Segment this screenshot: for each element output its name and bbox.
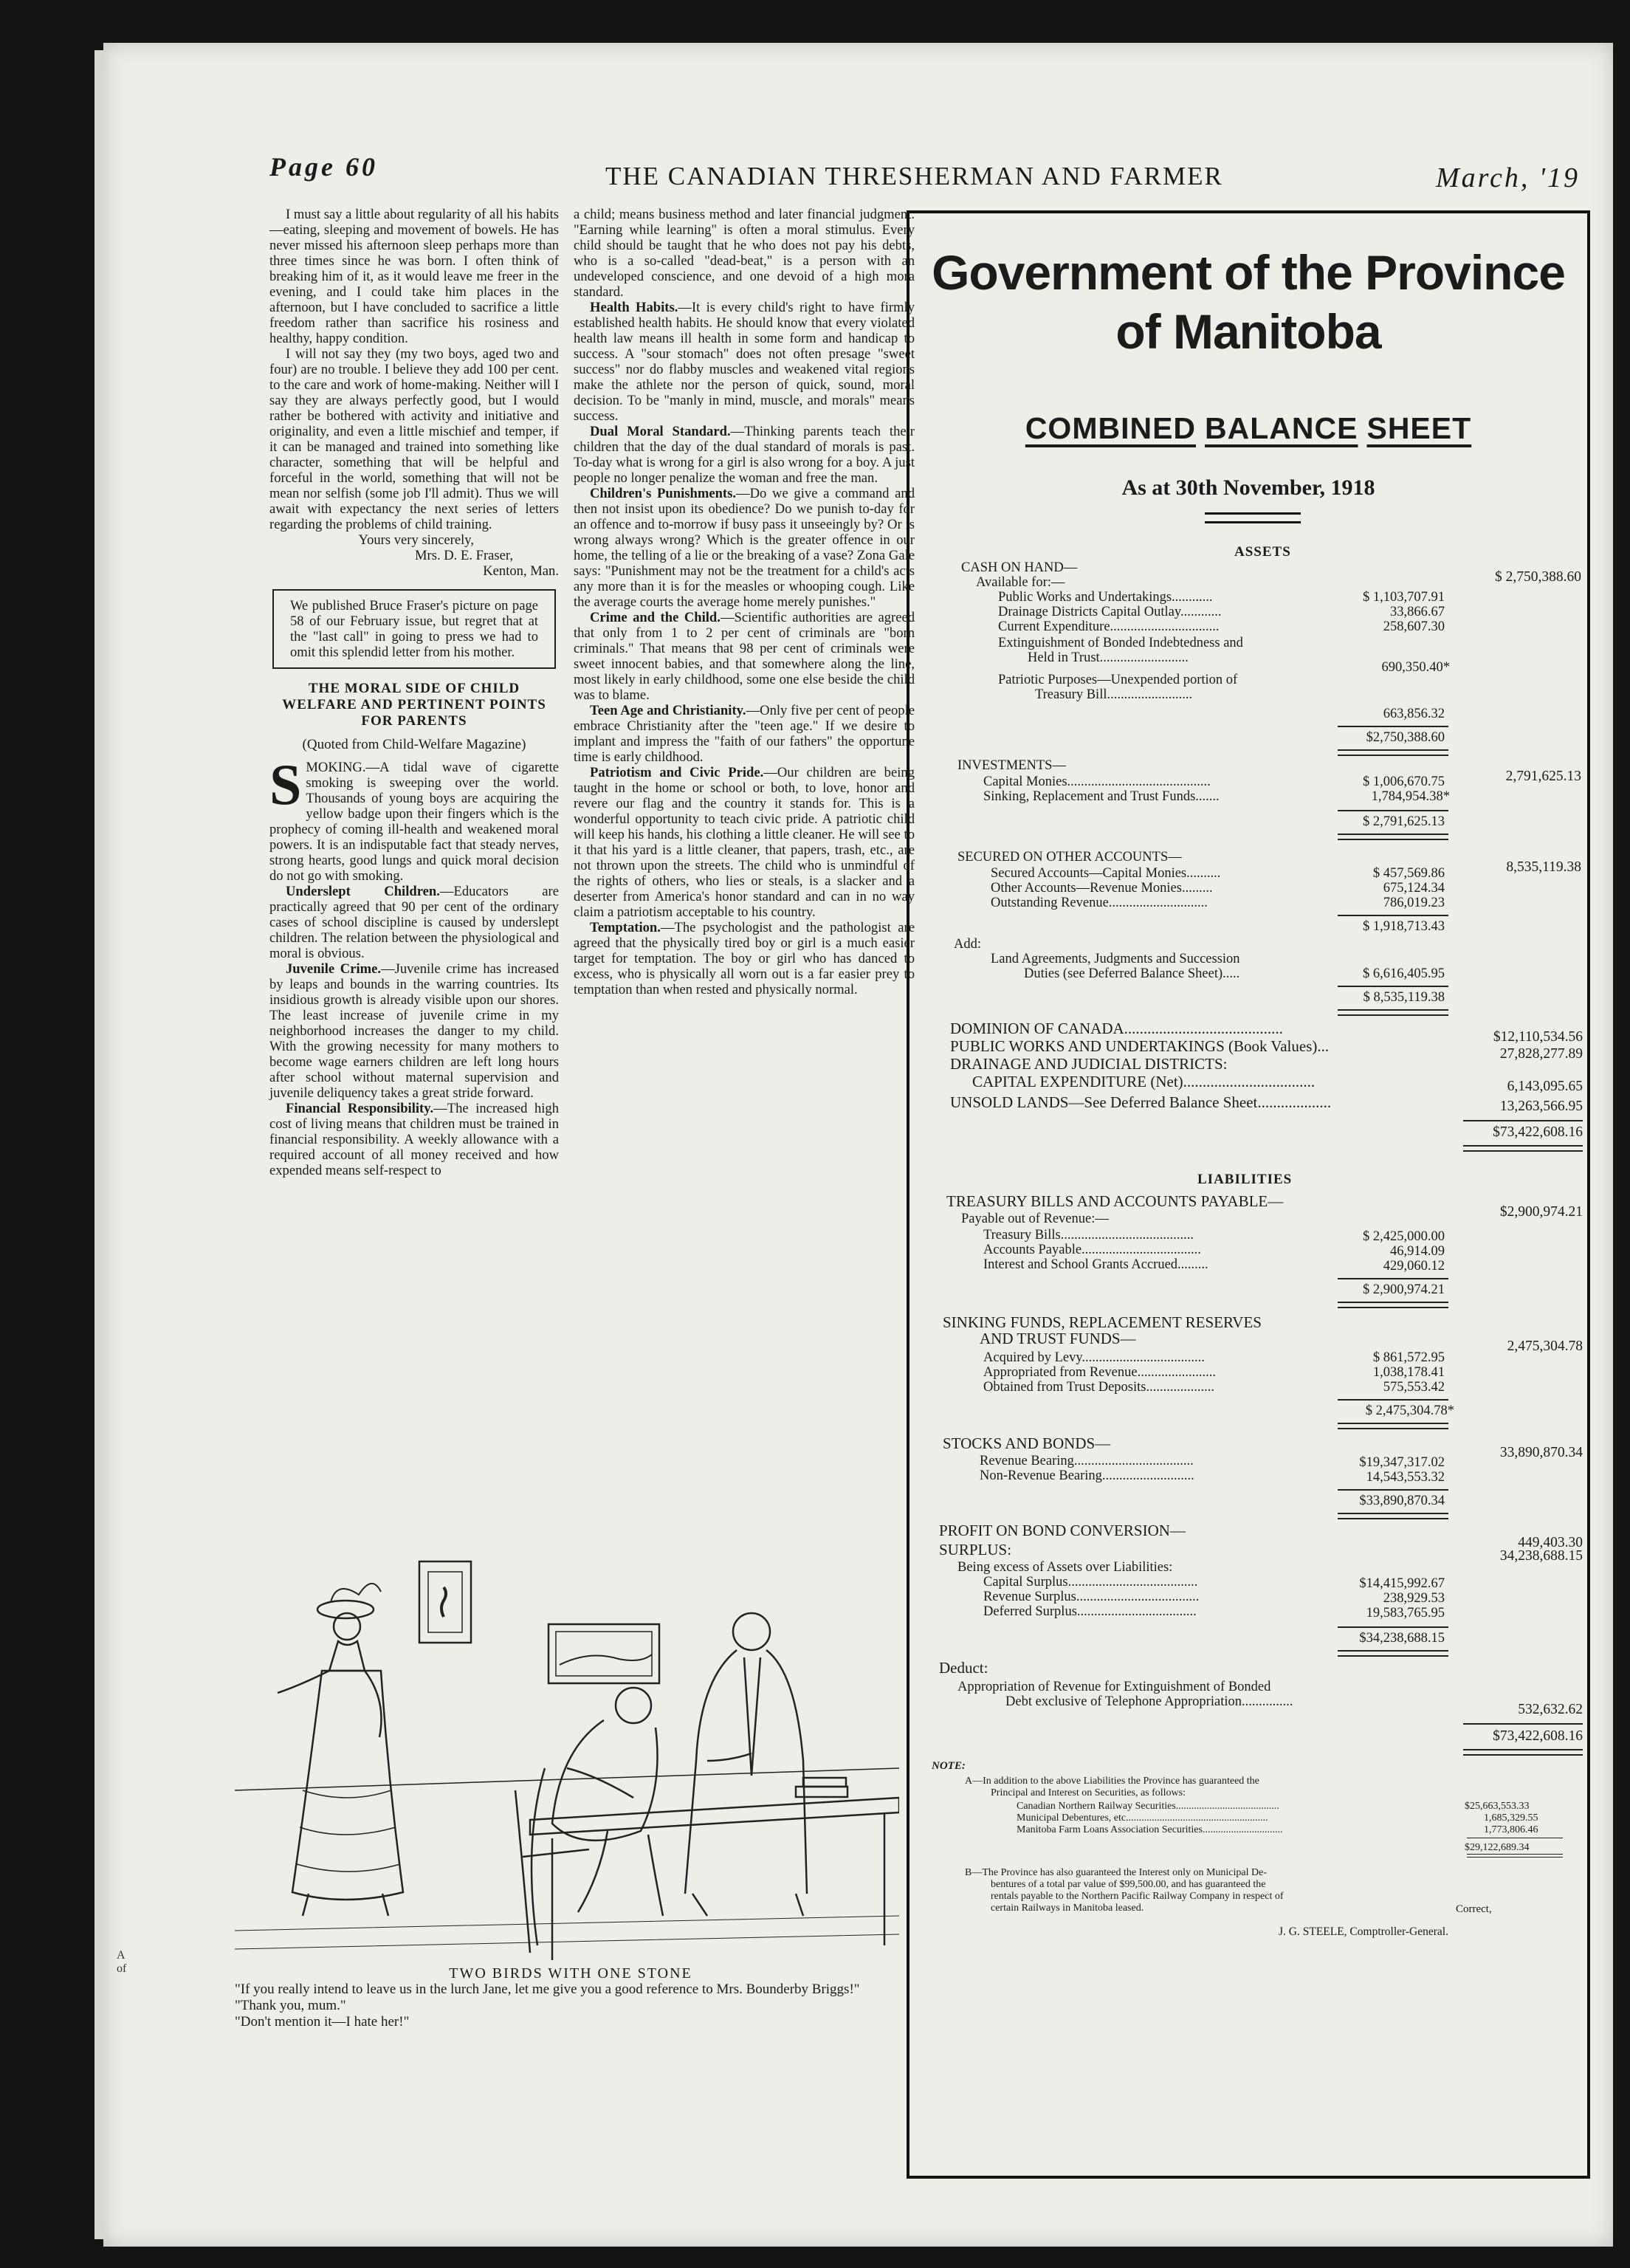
deferred-surplus-value: 19,583,765.95: [1366, 1606, 1445, 1621]
note-farm-loans: Manitoba Farm Loans Association Securities...............................: [1017, 1824, 1283, 1835]
sb-revenue: Revenue Bearing...................................: [980, 1454, 1194, 1468]
sb-non-revenue-value: 14,543,553.32: [1366, 1470, 1445, 1485]
drainage-judicial-label: DRAINAGE AND JUDICIAL DISTRICTS:: [950, 1055, 1228, 1073]
cartoon-caption: [235, 1965, 907, 2030]
letter-paragraph-2: I will not say they (my two boys, aged two and four) are no trouble. I believe they add 100 per cent. to the care and work of home-making. Neither will I say they are always perfectly good, but I would rather be bothered with activity and initiative and originality, and even a little mischief and temper, if it can be managed and trained into something like character, something that will be helpful and forceful in the world, something that will not be mean nor selfish (some job I'll admit). Thus we will await with expectancy the next series of letters regarding the problems of child training.: [269, 346, 559, 532]
assets-heading: ASSETS: [1234, 544, 1291, 560]
crime-heading: Crime and the Child.: [590, 610, 721, 625]
sf-levy: Acquired by Levy....................................: [983, 1350, 1205, 1365]
sub-word-2: BALANCE: [1205, 411, 1358, 445]
assets-total: $73,422,608.16: [1493, 1124, 1583, 1140]
cartoon-line-3: "Don't mention it—I hate her!": [235, 2014, 410, 2030]
inv-capital-value: $ 1,006,670.75: [1363, 774, 1445, 789]
investments-subtotal: $ 2,791,625.13: [1363, 814, 1445, 829]
treasury-subtotal: $ 2,900,974.21: [1363, 1282, 1445, 1297]
payable-label: Payable out of Revenue:—: [961, 1212, 1109, 1226]
add-duties: Duties (see Deferred Balance Sheet).....: [1024, 966, 1240, 981]
teen-paragraph: [574, 703, 915, 765]
sec-outstanding: Outstanding Revenue.............................: [991, 896, 1208, 910]
health-paragraph: [574, 300, 915, 424]
sec-capital-value: $ 457,569.86: [1372, 866, 1445, 881]
health-text: —It is every child's right to have firmly established health habits. He should know that every violated health law means ill health in some form and handicap to success. A "sour stomach" does not often presage "sweet success" nor do flabby muscles and weakened vital regions make the athlete nor the person of quick, sound, moral decision. To be "manly in mind, muscle, and morals" means success.: [574, 300, 915, 424]
sf-trust-value: 575,553.42: [1383, 1380, 1445, 1395]
note-b-line-1: B—The Province has also guaranteed the Interest only on Municipal De-: [965, 1867, 1267, 1878]
asset-extinguishment-value: 690,350.40*: [1381, 660, 1450, 675]
rule: [1338, 986, 1448, 987]
underslept-heading: Underslept Children.: [286, 884, 440, 899]
note-b-line-2: bentures of a total par value of $99,500.00, and has guaranteed the: [991, 1879, 1266, 1890]
sub-word-3: SHEET: [1366, 411, 1472, 445]
double-rule-7: [1338, 1423, 1448, 1429]
dominion-label: DOMINION OF CANADA.........................................: [950, 1020, 1283, 1037]
as-at-date: As at 30th November, 1918: [1121, 475, 1375, 500]
cash-label: CASH ON HAND—: [961, 560, 1078, 575]
asset-current-value: 258,607.30: [1383, 619, 1445, 634]
asset-public-works-value: $ 1,103,707.91: [1363, 590, 1445, 605]
sinking-label-1: SINKING FUNDS, REPLACEMENT RESERVES: [943, 1313, 1262, 1331]
drop-cap: S: [269, 752, 302, 817]
underslept-text: —Educators are practically agreed that 90 per cent of the ordinary cases of school discipline is caused by underslept children. The relation between the physiological and moral is obvious.: [269, 884, 559, 961]
note-cnr-value: $25,663,553.33: [1465, 1801, 1530, 1812]
note-cnr: Canadian Northern Railway Securities........................................: [1017, 1801, 1279, 1812]
double-rule-5: [1463, 1145, 1583, 1152]
capital-expenditure-label: CAPITAL EXPENDITURE (Net)..................................: [972, 1073, 1316, 1090]
article-title: THE MORAL SIDE OF CHILD WELFARE AND PERTINENT POINTS FOR PARENTS: [282, 681, 546, 729]
liabilities-total: $73,422,608.16: [1493, 1728, 1583, 1744]
appropriation-line-2: Debt exclusive of Telephone Appropriation...............: [1005, 1694, 1293, 1709]
revenue-surplus: Revenue Surplus....................................: [983, 1590, 1200, 1604]
public-works-value: 27,828,277.89: [1499, 1046, 1583, 1062]
patriotism-paragraph: [574, 765, 915, 920]
liab-interest: Interest and School Grants Accrued.........: [983, 1257, 1208, 1272]
page-header: [269, 151, 1598, 196]
stocks-bonds-label: STOCKS AND BONDS—: [943, 1434, 1111, 1452]
rule: [1463, 1120, 1583, 1121]
rule: [1338, 1399, 1448, 1401]
rule: [1338, 1489, 1448, 1491]
secured-total: 8,535,119.38: [1506, 859, 1581, 875]
profit-bond-label: PROFIT ON BOND CONVERSION—: [939, 1522, 1186, 1539]
double-rule: [1205, 512, 1301, 523]
double-rule-11: [1467, 1854, 1563, 1858]
asset-current: Current Expenditure................................: [998, 619, 1220, 634]
double-rule-2: [1338, 749, 1448, 756]
appropriation-value: 532,632.62: [1518, 1702, 1583, 1717]
sf-appropriated: Appropriated from Revenue.......................: [983, 1365, 1216, 1380]
investments-total: 2,791,625.13: [1505, 769, 1581, 784]
asset-patriotic-value: 663,856.32: [1383, 707, 1445, 721]
middle-column: [574, 207, 915, 997]
sub-word-1: COMBINED: [1025, 411, 1197, 445]
inv-sinking: Sinking, Replacement and Trust Funds.......: [983, 789, 1220, 804]
secured-total-2: $ 8,535,119.38: [1363, 990, 1445, 1005]
surplus-total: 34,238,688.15: [1499, 1548, 1583, 1564]
inv-capital: Capital Monies..........................................: [983, 774, 1211, 789]
left-column: [269, 207, 559, 1178]
sec-outstanding-value: 786,019.23: [1383, 896, 1445, 910]
juvenile-text: —Juvenile crime has increased by leaps and bounds in the warring countries. Its insidious growth is already visible upon our shores. The least increase of juvenile crime in my neighborhood increases the danger to my child. With the growing necessity for many mothers to become wage earners children are left long hours after school without maternal supervision and juvenile deliquency takes a great stride forward.: [269, 961, 559, 1101]
rule: [1338, 810, 1448, 811]
asset-treasury-bill: Treasury Bill.........................: [1035, 687, 1193, 702]
cash-subtotal: $2,750,388.60: [1366, 730, 1445, 745]
asset-extinguishment: Extinguishment of Bonded Indebtedness and: [998, 636, 1243, 650]
cartoon-line-1: "If you really intend to leave us in the lurch Jane, let me give you a good reference to Mrs. Bounderby Briggs!": [235, 1982, 860, 1997]
letter-closing: Yours very sincerely,: [358, 532, 474, 548]
dual-paragraph: [574, 424, 915, 486]
liab-treasury-bills: Treasury Bills.......................................: [983, 1228, 1194, 1243]
teen-heading: Teen Age and Christianity.: [590, 703, 746, 718]
surplus-subtotal: $34,238,688.15: [1359, 1631, 1445, 1646]
liab-treasury-bills-value: $ 2,425,000.00: [1363, 1229, 1445, 1244]
asset-held-trust: Held in Trust..........................: [1028, 650, 1189, 665]
sinking-subtotal: $ 2,475,304.78*: [1365, 1403, 1454, 1418]
title-line-1: Government of the Province: [932, 245, 1565, 300]
punishment-heading: Children's Punishments.: [590, 486, 737, 501]
capital-surplus-value: $14,415,992.67: [1359, 1576, 1445, 1591]
unsold-lands-label: UNSOLD LANDS—See Deferred Balance Sheet...................: [950, 1093, 1332, 1111]
liabilities-heading: LIABILITIES: [1197, 1172, 1293, 1187]
note-a-total: $29,122,689.34: [1465, 1842, 1530, 1853]
dominion-value: $12,110,534.56: [1493, 1029, 1583, 1045]
combined-balance-sheet-heading: [909, 411, 1587, 446]
note-a-line-2: Principal and Interest on Securities, as follows:: [991, 1787, 1186, 1798]
smoking-paragraph: [269, 752, 559, 884]
liab-accounts-payable: Accounts Payable...................................: [983, 1243, 1201, 1257]
stocks-bonds-subtotal: $33,890,870.34: [1359, 1494, 1445, 1508]
patriotism-heading: Patriotism and Civic Pride.: [590, 765, 764, 780]
juvenile-heading: Juvenile Crime.: [286, 961, 382, 977]
government-title: [909, 243, 1587, 361]
issue-date: March, '19: [1436, 162, 1581, 193]
letter-paragraph-1: I must say a little about regularity of all his habits—eating, sleeping and movement of bowels. He has never missed his afternoon sleep perhaps more than three times since he was born. I often think of breaking him of it, as it would leave me freer in the evening, and I could take him places in the afternoon, but I have concluded to sacrifice a little freedom rather than sacrifice his rosiness and healthy, happy condition.: [269, 207, 559, 346]
sinking-label-2: AND TRUST FUNDS—: [980, 1330, 1136, 1347]
editor-note-box: We published Bruce Fraser's picture on page 58 of our February issue, but regret that at the "last call" in going to press we had to omit this splendid letter from his mother.: [272, 589, 556, 669]
rule: [1338, 1278, 1448, 1279]
sb-revenue-value: $19,347,317.02: [1359, 1455, 1445, 1470]
financial-heading: Financial Responsibility.: [286, 1101, 434, 1116]
secured-subtotal: $ 1,918,713.43: [1363, 919, 1445, 934]
deduct-label: Deduct:: [939, 1659, 988, 1677]
asset-patriotic: Patriotic Purposes—Unexpended portion of: [998, 673, 1238, 687]
treasury-label: TREASURY BILLS AND ACCOUNTS PAYABLE—: [946, 1192, 1284, 1210]
stocks-bonds-total: 33,890,870.34: [1499, 1445, 1583, 1460]
smoking-text: MOKING.—A tidal wave of cigarette smoking is sweeping over the world. Thousands of young boys are acquiring the yellow badge upon their fingers which is the prophecy of coming ill-health and weakened moral powers. It is an indisputable fact that steady nerves, strong hearts, good lungs and quick moral decision do not go with smoking.: [269, 760, 559, 884]
available-label: Available for:—: [976, 575, 1065, 590]
crime-text: —Scientific authorities are agreed that only from 1 to 2 per cent of criminals are "born criminals." That means that 98 per cent of criminals were sweet innocent babies, and that somewhere along the line, most likely in early childhood, some one else beside the child was to blame.: [574, 610, 915, 703]
double-rule-4: [1338, 1009, 1448, 1016]
liab-interest-value: 429,060.12: [1383, 1259, 1445, 1274]
revenue-surplus-value: 238,929.53: [1383, 1591, 1445, 1606]
inv-sinking-value: 1,784,954.38*: [1371, 789, 1450, 804]
profit-bond-value: 449,403.30: [1518, 1535, 1583, 1550]
asset-public-works: Public Works and Undertakings............: [998, 590, 1213, 605]
add-value: $ 6,616,405.95: [1363, 966, 1445, 981]
rule: [1463, 1723, 1583, 1725]
public-works-label: PUBLIC WORKS AND UNDERTAKINGS (Book Values)...: [950, 1037, 1330, 1055]
asset-drainage-value: 33,866.67: [1390, 605, 1445, 619]
dual-text: —Thinking parents teach their children that the day of the dual standard of morals is past. To-day what is wrong for a girl is also wrong for a boy. A just people no longer penalize the woman and free the man.: [574, 424, 915, 486]
financial-text: —The increased high cost of living means that children must be trained in financial responsibility. A weekly allowance with a required account of all money received and how expended means self-respect to: [269, 1101, 559, 1178]
punishment-paragraph: [574, 486, 915, 610]
double-rule-9: [1338, 1650, 1448, 1657]
sf-appropriated-value: 1,038,178.41: [1372, 1365, 1445, 1380]
punishment-text: —Do we give a command and then not insist upon its obedience? Do we punish to-day for an offence and to-morrow if busy pass it unseeingly by? Or is wrong always wrong? Which is the greater offence in our home, the telling of a lie or the breaking of a vase? Zona Gale says: "Punishment may not be the treatment for a child's acts any more than it is for the measles or whooping cough. Like the average courts the average home merely punishes.": [574, 486, 915, 610]
cartoon-title: TWO BIRDS WITH ONE STONE: [449, 1965, 692, 1982]
add-label: Add:: [954, 937, 981, 952]
temptation-heading: Temptation.: [590, 920, 661, 935]
comptroller-signature: J. G. STEELE, Comptroller-General.: [1279, 1925, 1448, 1938]
note-b-line-3: rentals payable to the Northern Pacific Railway Company in respect of: [991, 1891, 1284, 1902]
sec-revenue-value: 675,124.34: [1383, 881, 1445, 896]
juvenile-paragraph: [269, 961, 559, 1101]
publication-title: THE CANADIAN THRESHERMAN AND FARMER: [605, 162, 1223, 190]
note-municipal-value: 1,685,329.55: [1484, 1812, 1538, 1824]
cartoon-line-2: "Thank you, mum.": [235, 1998, 346, 2013]
rule: [1338, 915, 1448, 916]
note-municipal: Municipal Debentures, etc.......................................................: [1017, 1812, 1268, 1824]
drainage-judicial-value: 6,143,095.65: [1507, 1079, 1583, 1094]
surplus-label: SURPLUS:: [939, 1541, 1012, 1559]
being-excess-label: Being excess of Assets over Liabilities:: [957, 1560, 1173, 1575]
cartoon-illustration: [235, 1547, 899, 1968]
rule: [1338, 726, 1448, 727]
correct-label: Correct,: [1456, 1903, 1492, 1915]
investments-label: INVESTMENTS—: [957, 758, 1066, 773]
double-rule-8: [1338, 1513, 1448, 1519]
crime-paragraph: [574, 610, 915, 703]
temptation-paragraph: [574, 920, 915, 997]
financial-paragraph: [269, 1101, 559, 1178]
double-rule-10: [1463, 1749, 1583, 1756]
sinking-total: 2,475,304.78: [1507, 1339, 1583, 1354]
balance-sheet-panel: [907, 210, 1590, 2179]
sec-revenue: Other Accounts—Revenue Monies.........: [991, 881, 1213, 896]
sf-levy-value: $ 861,572.95: [1372, 1350, 1445, 1365]
add-land: Land Agreements, Judgments and Succession: [991, 952, 1240, 966]
note-heading: NOTE:: [932, 1760, 966, 1772]
article-source: (Quoted from Child-Welfare Magazine): [302, 737, 526, 752]
health-heading: Health Habits.: [590, 300, 678, 315]
rule: [1338, 1626, 1448, 1628]
unsold-lands-value: 13,263,566.95: [1499, 1099, 1583, 1114]
letter-signature: Mrs. D. E. Fraser,: [414, 548, 513, 563]
cash-total: $ 2,750,388.60: [1495, 569, 1581, 585]
teen-text: —Only five per cent of people embrace Christianity after the "teen age." If we desire to implant and impress the "faith of our fathers" the opportune time is early childhood.: [574, 703, 915, 765]
title-line-2: of Manitoba: [1115, 304, 1381, 359]
dual-heading: Dual Moral Standard.: [590, 424, 731, 439]
note-b-line-4: certain Railways in Manitoba leased.: [991, 1903, 1144, 1914]
sb-non-revenue: Non-Revenue Bearing...........................: [980, 1468, 1194, 1483]
asset-drainage: Drainage Districts Capital Outlay............: [998, 605, 1222, 619]
double-rule-3: [1338, 834, 1448, 840]
temptation-text: —The psychologist and the pathologist are agreed that the physically tired boy or girl is a much easier target for temptation. The boy or girl who has danced to excess, who is physically all worn out is a far easier prey to temptation than when rested and physically normal.: [574, 920, 915, 997]
note-farm-loans-value: 1,773,806.46: [1484, 1824, 1538, 1835]
treasury-total: $2,900,974.21: [1499, 1204, 1583, 1220]
sf-trust: Obtained from Trust Deposits....................: [983, 1380, 1214, 1395]
note-a-line-1: A—In addition to the above Liabilities the Province has guaranteed the: [965, 1776, 1259, 1787]
patriotism-text: —Our children are being taught in the home or school or both, to love, honor and revere our flag and the country it stands for. This is a wonderful opportunity to teach civic pride. A patriotic child will keep his hands, his clothing a little cleaner. He will see to it that his yard is a little cleaner, that papers, trash, etc., are not thrown upon the streets. The child who is unmindful of the rights of others, who lies or steals, is a slacker and a deserter from America's honor standard and can in no way claim a patriotism acceptable to his country.: [574, 765, 915, 920]
page-number: Page 60: [269, 152, 378, 182]
letter-location: Kenton, Man.: [483, 563, 559, 579]
liab-accounts-payable-value: 46,914.09: [1390, 1244, 1445, 1259]
double-rule-6: [1338, 1302, 1448, 1308]
secured-label: SECURED ON OTHER ACCOUNTS—: [957, 850, 1182, 865]
margin-marks: A of: [117, 1949, 127, 1975]
deferred-surplus: Deferred Surplus...................................: [983, 1604, 1197, 1619]
appropriation-line-1: Appropriation of Revenue for Extinguishment of Bonded: [957, 1680, 1271, 1694]
underslept-paragraph: [269, 884, 559, 961]
capital-surplus: Capital Surplus......................................: [983, 1575, 1198, 1590]
sec-capital: Secured Accounts—Capital Monies..........: [991, 866, 1221, 881]
continued-paragraph: a child; means business method and later financial judgment. "Earning while learning" is often a moral stimulus. Every child should be taught that he who does not pay his debts, who is a so-called "dead-beat," is a person with an undeveloped conscience, and one devoid of a high mora standard.: [574, 207, 915, 300]
